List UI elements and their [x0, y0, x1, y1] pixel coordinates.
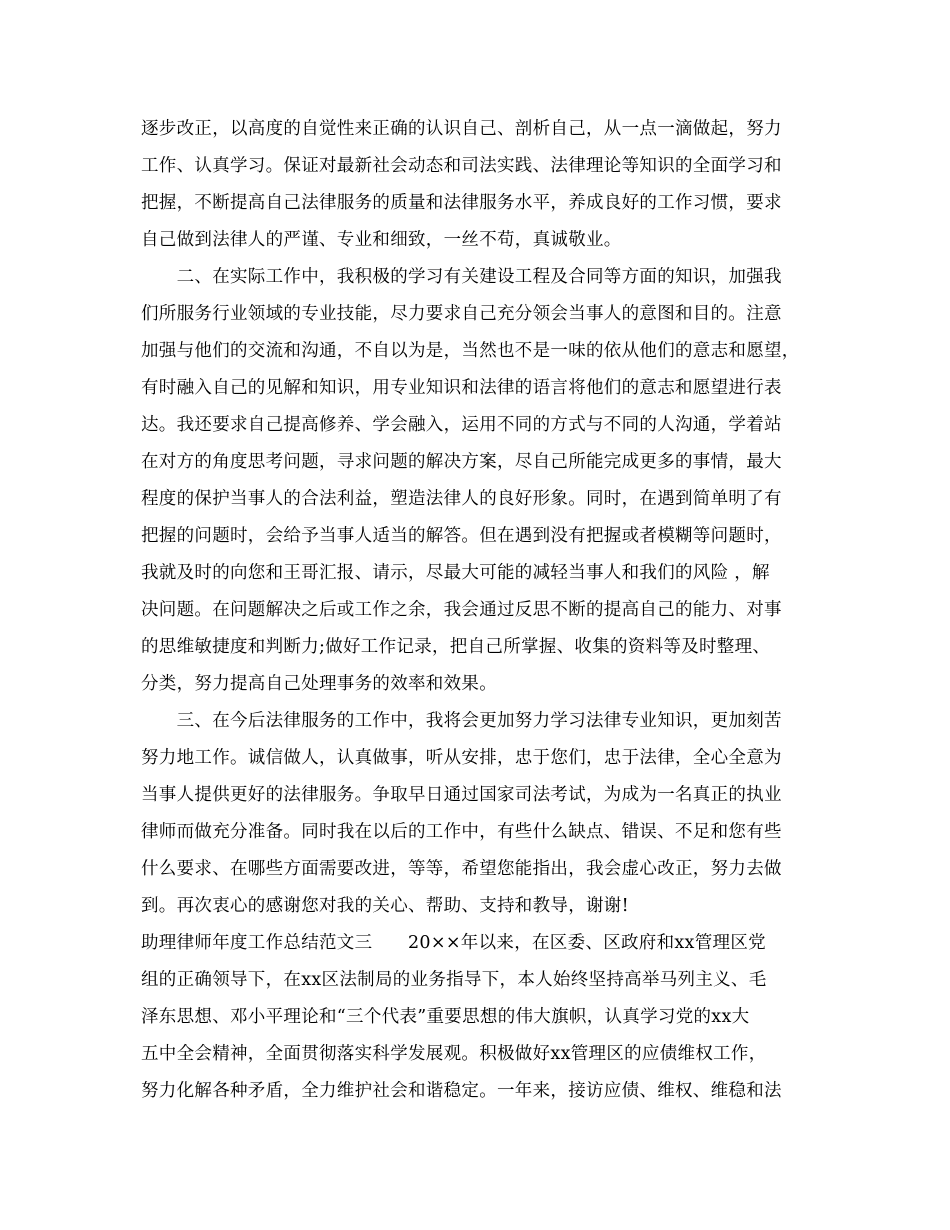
- text-line: 努力地工作。诚信做人，认真做事，听从安排，忠于您们，忠于法律，全心全意为: [141, 748, 782, 768]
- section-heading-line: 助理律师年度工作总结范文三 20××年以来，在区委、区政府和xx管理区党: [141, 933, 766, 953]
- text-line: 把握，不断提高自己法律服务的质量和法律服务水平，养成良好的工作习惯，要求: [141, 193, 782, 213]
- text-line: 分类，努力提高自己处理事务的效率和效果。: [141, 674, 497, 694]
- text-line: 二、在实际工作中，我积极的学习有关建设工程及合同等方面的知识，加强我: [141, 267, 782, 287]
- text-line: 什么要求、在哪些方面需要改进，等等，希望您能指出，我会虚心改正，努力去做: [141, 859, 782, 879]
- text-line: 自己做到法律人的严谨、专业和细致，一丝不苟，真诚敬业。: [141, 230, 622, 250]
- text-line: 的思维敏捷度和判断力;做好工作记录，把自己所掌握、收集的资料等及时整理、: [141, 637, 771, 657]
- text-line: 努力化解各种矛盾，全力维护社会和谐稳定。一年来，接访应债、维权、维稳和法: [141, 1081, 782, 1101]
- text-line: 三、在今后法律服务的工作中，我将会更加努力学习法律专业知识，更加刻苦: [141, 711, 782, 731]
- text-line: 工作、认真学习。保证对最新社会动态和司法实践、法律理论等知识的全面学习和: [141, 156, 782, 176]
- text-line: 组的正确领导下，在xx区法制局的业务指导下，本人始终坚持高举马列主义、毛: [141, 970, 767, 990]
- text-line: 泽东思想、邓小平理论和“三个代表”重要思想的伟大旗帜，认真学习党的xx大: [141, 1007, 750, 1027]
- text-line: 在对方的角度思考问题，寻求问题的解决方案，尽自己所能完成更多的事情，最大: [141, 452, 782, 472]
- text-line: 五中全会精神，全面贯彻落实科学发展观。积极做好xx管理区的应债维权工作，: [141, 1044, 767, 1064]
- text-line: 我就及时的向您和王哥汇报、请示，尽最大可能的减轻当事人和我们的风险 ，解: [141, 563, 770, 583]
- text-line: 们所服务行业领域的专业技能，尽力要求自己充分领会当事人的意图和目的。注意: [141, 304, 782, 324]
- text-line: 逐步改正，以高度的自觉性来正确的认识自己、剖析自己，从一点一滴做起，努力: [141, 119, 782, 139]
- text-line: 有时融入自己的见解和知识，用专业知识和法律的语言将他们的意志和愿望进行表: [141, 378, 782, 398]
- text-line: 决问题。在问题解决之后或工作之余，我会通过反思不断的提高自己的能力、对事: [141, 600, 782, 620]
- text-line: 当事人提供更好的法律服务。争取早日通过国家司法考试，为成为一名真正的执业: [141, 785, 782, 805]
- text-line: 达。我还要求自己提高修养、学会融入，运用不同的方式与不同的人沟通，学着站: [141, 415, 782, 435]
- text-line: 程度的保护当事人的合法利益，塑造法律人的良好形象。同时，在遇到简单明了有: [141, 489, 782, 509]
- text-line: 到。再次衷心的感谢您对我的关心、帮助、支持和教导，谢谢!: [141, 896, 629, 916]
- text-line: 把握的问题时，会给予当事人适当的解答。但在遇到没有把握或者模糊等问题时，: [141, 526, 782, 546]
- text-line: 加强与他们的交流和沟通，不自以为是，当然也不是一味的依从他们的意志和愿望，: [141, 341, 800, 361]
- text-line: 律师而做充分准备。同时我在以后的工作中，有些什么缺点、错误、不足和您有些: [141, 822, 782, 842]
